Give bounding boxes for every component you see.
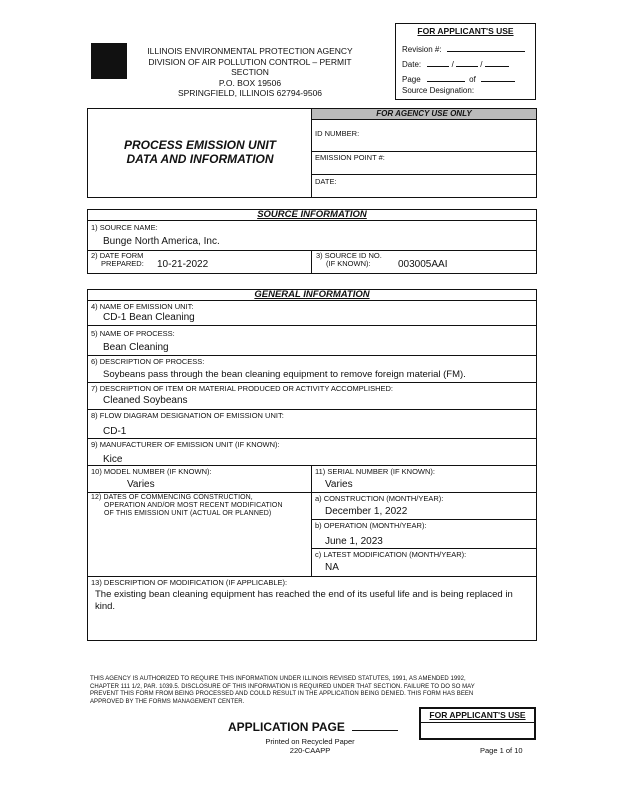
- date-field[interactable]: Date: / /: [402, 57, 532, 69]
- legal-notice-line: THIS AGENCY IS AUTHORIZED TO REQUIRE THIS INFORMATION UNDER ILLINOIS REVISED STATUTES, 1991, AS AMENDED 1992,: [90, 676, 466, 682]
- q4-label: 4) NAME OF EMISSION UNIT:: [91, 302, 194, 311]
- source-id-label-line: (IF KNOWN):: [326, 259, 371, 268]
- row-line: [87, 492, 537, 493]
- q6-value[interactable]: Soybeans pass through the bean cleaning equipment to remove foreign material (FM).: [103, 369, 466, 380]
- source-name-value[interactable]: Bunge North America, Inc.: [103, 236, 220, 247]
- q12a-label: a) CONSTRUCTION (MONTH/YEAR):: [315, 494, 444, 503]
- revision-label: Revision #:: [402, 45, 442, 54]
- agency-row-line: [311, 151, 537, 152]
- revision-line: [447, 42, 525, 52]
- q7-value[interactable]: Cleaned Soybeans: [103, 395, 188, 406]
- source-designation-label: Source Designation:: [402, 86, 475, 95]
- q13-value-line: The existing bean cleaning equipment has reached the end of its useful life and is being replaced in: [95, 589, 513, 600]
- agency-use-band: FOR AGENCY USE ONLY: [311, 108, 537, 120]
- applicant-use-title: FOR APPLICANT'S USE: [417, 26, 514, 36]
- of-line: [481, 72, 515, 82]
- emission-point-label: EMISSION POINT #:: [315, 153, 385, 162]
- source-id-label: [316, 252, 382, 268]
- row-line: [87, 250, 537, 251]
- date-form-label: [91, 252, 144, 268]
- q12a-value[interactable]: December 1, 2022: [325, 506, 408, 517]
- date-form-value[interactable]: 10-21-2022: [157, 259, 209, 270]
- q11-value[interactable]: Varies: [325, 479, 353, 490]
- agency-header: [130, 46, 370, 99]
- q12-label-line: OF THIS EMISSION UNIT (ACTUAL OR PLANNED): [104, 510, 272, 517]
- row-line: [87, 325, 537, 326]
- col-line: [311, 465, 312, 577]
- q9-value[interactable]: Kice: [103, 454, 123, 465]
- form-title-line1: PROCESS EMISSION UNIT: [123, 138, 277, 152]
- page-label: Page: [402, 75, 421, 84]
- application-page-label: [228, 720, 398, 734]
- footer-box-line: [421, 722, 534, 723]
- legal-notice: [90, 676, 530, 706]
- form-title-line2: DATA AND INFORMATION: [126, 152, 274, 166]
- of-label: of: [469, 75, 476, 84]
- q12-label-line: OPERATION AND/OR MOST RECENT MODIFICATION: [104, 502, 283, 509]
- date-month-line: [427, 57, 449, 67]
- q12c-label: c) LATEST MODIFICATION (MONTH/YEAR):: [315, 550, 467, 559]
- printed-label: Printed on Recycled Paper: [265, 737, 355, 746]
- q5-value[interactable]: Bean Cleaning: [103, 342, 169, 353]
- q12b-value[interactable]: June 1, 2023: [325, 536, 383, 547]
- agency-row-line: [311, 174, 537, 175]
- page-line: [427, 72, 465, 82]
- agency-line: DIVISION OF AIR POLLUTION CONTROL – PERMIT SECTION: [148, 56, 352, 77]
- row-line: [87, 438, 537, 439]
- q12c-value[interactable]: NA: [325, 562, 339, 573]
- q13-label: 13) DESCRIPTION OF MODIFICATION (IF APPLICABLE):: [91, 578, 288, 587]
- agency-line: P.O. BOX 19506: [218, 77, 282, 88]
- agency-line: SPRINGFIELD, ILLINOIS 62794-9506: [177, 88, 323, 98]
- q10-label: 10) MODEL NUMBER (IF KNOWN):: [91, 467, 212, 476]
- q8-value[interactable]: CD-1: [103, 426, 127, 437]
- source-information-band: SOURCE INFORMATION: [87, 209, 537, 221]
- general-information-band: GENERAL INFORMATION: [87, 289, 537, 301]
- q7-label: 7) DESCRIPTION OF ITEM OR MATERIAL PRODUCED OR ACTIVITY ACCOMPLISHED:: [91, 384, 393, 393]
- date-label: Date:: [402, 60, 422, 69]
- form-title: [100, 138, 300, 166]
- q12-label: [91, 494, 283, 518]
- q6-label: 6) DESCRIPTION OF PROCESS:: [91, 357, 205, 366]
- q9-label: 9) MANUFACTURER OF EMISSION UNIT (IF KNOWN):: [91, 440, 280, 449]
- date-year-line: [485, 57, 509, 67]
- application-page-text: APPLICATION PAGE: [228, 720, 345, 734]
- date-day-line: [456, 57, 478, 67]
- q8-label: 8) FLOW DIAGRAM DESIGNATION OF EMISSION UNIT:: [91, 411, 284, 420]
- page-field[interactable]: [402, 72, 532, 84]
- date-form-label-line: PREPARED:: [101, 259, 144, 268]
- revision-field[interactable]: [402, 42, 532, 54]
- q13-value-line: kind.: [95, 601, 116, 612]
- row-line: [87, 409, 537, 410]
- legal-notice-line: PREVENT THIS FORM FROM BEING PROCESSED AND COULD RESULT IN THE APPLICATION BEING DENIED. THIS FORM HAS BEEN: [90, 691, 474, 697]
- form-code: 220-CAAPP: [289, 746, 331, 755]
- agency-date-label: DATE:: [315, 177, 337, 186]
- application-page-line: [352, 721, 398, 731]
- page-of-label: Page 1 of 10: [480, 746, 523, 755]
- title-divider: [311, 108, 312, 198]
- q11-label: 11) SERIAL NUMBER (IF KNOWN):: [315, 467, 436, 476]
- row-line: [87, 576, 537, 577]
- q5-label: 5) NAME OF PROCESS:: [91, 329, 175, 338]
- row-line: [87, 382, 537, 383]
- source-id-value[interactable]: 003005AAI: [398, 259, 448, 270]
- legal-notice-line: APPROVED BY THE FORMS MANAGEMENT CENTER.: [90, 698, 245, 705]
- q13-value[interactable]: [95, 589, 535, 613]
- source-name-label: 1) SOURCE NAME:: [91, 223, 158, 232]
- q10-value[interactable]: Varies: [127, 479, 155, 490]
- footer-applicant-use-title: FOR APPLICANT'S USE: [429, 710, 526, 720]
- footer-applicant-use-box: [419, 707, 536, 740]
- id-number-label: ID NUMBER:: [315, 129, 360, 138]
- q12b-label: b) OPERATION (MONTH/YEAR):: [315, 521, 427, 530]
- row-line: [87, 355, 537, 356]
- agency-logo: [91, 43, 127, 79]
- agency-line: ILLINOIS ENVIRONMENTAL PROTECTION AGENCY: [147, 46, 353, 56]
- legal-notice-line: CHAPTER 111 1/2, PAR. 1039.5. DISCLOSURE OF THIS INFORMATION IS REQUIRED UNDER THAT SECTION. FAILURE TO DO SO MAY: [90, 683, 475, 690]
- row-line: [311, 548, 537, 549]
- row-line: [87, 465, 537, 466]
- q12-label-line: 12) DATES OF COMMENCING CONSTRUCTION,: [91, 494, 253, 501]
- col-line: [311, 250, 312, 274]
- date-form-label-line: 2) DATE FORM: [91, 251, 144, 260]
- q4-value[interactable]: CD-1 Bean Cleaning: [103, 312, 195, 323]
- row-line: [311, 519, 537, 520]
- source-id-label-line: 3) SOURCE ID NO.: [316, 251, 382, 260]
- applicant-use-box: [395, 23, 536, 100]
